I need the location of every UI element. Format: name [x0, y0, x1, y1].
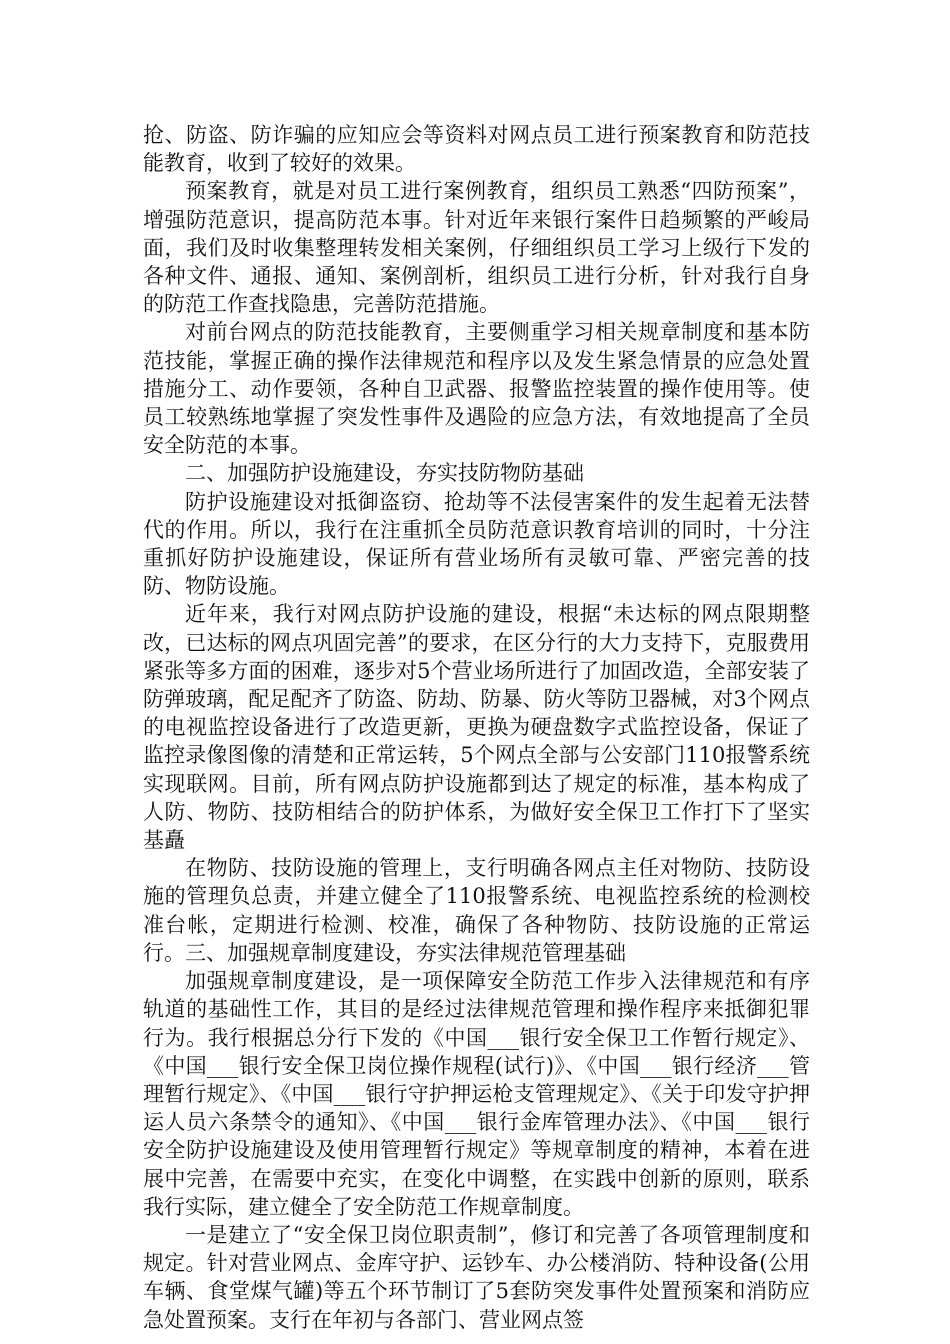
document-body — [143, 121, 810, 1334]
paragraph-facility-management: 在物防、技防设施的管理上，支行明确各网点主任对物防、技防设施的管理负总责，并建立健全了110报警系统、电视监控系统的检测校准台帐，定期进行检测、校准，确保了各种物防、技防设施的正常运行。三、加强规章制度建设，夯实法律规范管理基础 — [143, 856, 810, 965]
paragraph-case-education: 预案教育，就是对员工进行案例教育，组织员工熟悉“四防预案”，增强防范意识，提高防范本事。针对近年来银行案件日趋频繁的严峻局面，我们及时收集整理转发相关案例，仔细组织员工学习上级行下发的各种文件、通报、通知、案例剖析，组织员工进行分析，针对我行自身的防范工作查找隐患，完善防范措施。 — [143, 179, 810, 317]
paragraph-facility-importance: 防护设施建设对抵御盗窃、抢劫等不法侵害案件的发生起着无法替代的作用。所以，我行在注重抓全员防范意识教育培训的同时，十分注重抓好防护设施建设，保证所有营业场所有灵敏可靠、严密完善的技防、物防设施。 — [143, 489, 810, 599]
paragraph-responsibility-system: 一是建立了“安全保卫岗位职责制”，修订和完善了各项管理制度和规定。针对营业网点、金库守护、运钞车、办公楼消防、特种设备(公用车辆、食堂煤气罐)等五个环节制订了5套防突发事件处置预案和消防应急处置预案。支行在年初与各部门、营业网点签 — [143, 1222, 810, 1332]
section-heading-protection-facilities: 二、加强防护设施建设，夯实技防物防基础 — [185, 461, 584, 486]
paragraph-continued: 抢、防盗、防诈骗的应知应会等资料对网点员工进行预案教育和防范技能教育，收到了较好的效果。 — [143, 123, 810, 176]
paragraph-facility-construction: 近年来，我行对网点防护设施的建设，根据“未达标的网点限期整改，已达标的网点巩固完善”的要求，在区分行的大力支持下，克服费用紧张等多方面的困难，逐步对5个营业场所进行了加固改造，全部安装了防弹玻璃，配足配齐了防盗、防劫、防暴、防火等防卫器械，对3个网点的电视监控设备进行了改造更新，更换为硬盘数字式监控设备，保证了监控录像图像的清楚和正常运转，5个网点全部与公安部门110报警系统实现联网。目前，所有网点防护设施都到达了规定的标准，基本构成了人防、物防、技防相结合的防护体系，为做好安全保卫工作打下了坚实基矗 — [143, 602, 810, 853]
paragraph-regulations: 加强规章制度建设，是一项保障安全防范工作步入法律规范和有序轨道的基础性工作，其目的是经过法律规范管理和操作程序来抵御犯罪行为。我行根据总分行下发的《中国___银行安全保卫工作暂行规定》、《中国___银行安全保卫岗位操作规程(试行)》、《中国___银行经济___管理暂行规定》、《中国___银行守护押运枪支管理规定》、《关于印发守护押运人员六条禁令的通知》、《中国___银行金库管理办法》、《中国___银行安全防护设施建设及使用管理暂行规定》等规章制度的精神，本着在进展中完善，在需要中充实，在变化中调整，在实践中创新的原则，联系我行实际，建立健全了安全防范工作规章制度。 — [143, 969, 810, 1219]
paragraph-skill-education: 对前台网点的防范技能教育，主要侧重学习相关规章制度和基本防范技能，掌握正确的操作法律规范和程序以及发生紧急情景的应急处置措施分工、动作要领，各种自卫武器、报警监控装置的操作使用等。使员工较熟练地掌握了突发性事件及遇险的应急方法，有效地提高了全员安全防范的本事。 — [143, 320, 810, 458]
